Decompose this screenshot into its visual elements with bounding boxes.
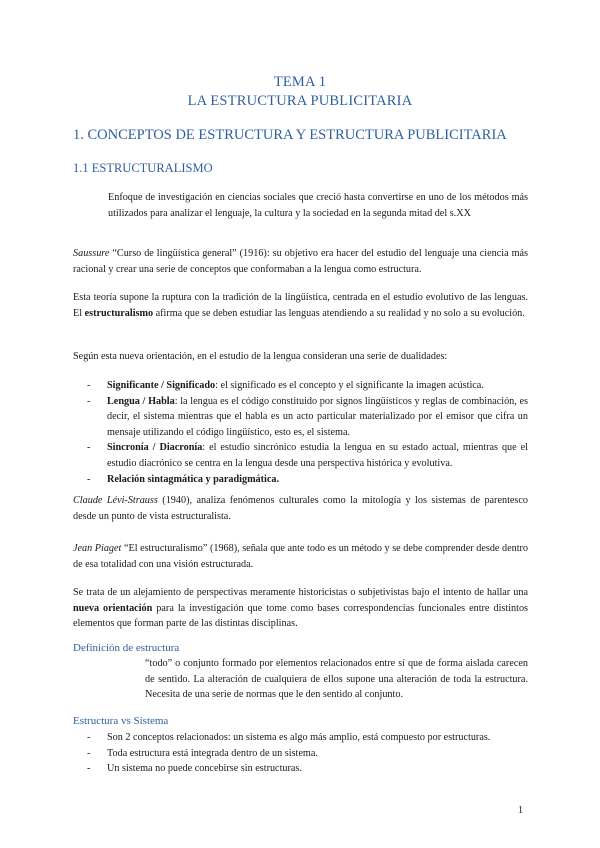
page-number: 1 — [518, 805, 523, 816]
rupture-after: afirma que se deben estudiar las lenguas atendiendo a su realidad y no solo a su evolución. — [153, 307, 525, 319]
duality-term: Lengua / Habla — [107, 395, 175, 407]
departure-after: para la investigación que tome como bases correspondencias funcionales entre distintos elementos que forman parte de las distintas disciplinas. — [73, 602, 529, 630]
departure-paragraph — [73, 585, 528, 632]
duality-term: Relación sintagmática y paradigmática. — [107, 473, 280, 485]
list-item — [87, 472, 528, 488]
departure-before: Se trata de un alejamiento de perspectivas meramente historicistas o subjetivistas bajo el intento de hallar una — [73, 587, 528, 598]
rupture-bold: estructuralismo — [84, 307, 154, 319]
structure-vs-system-heading: Estructura vs Sistema — [73, 715, 169, 727]
list-item — [87, 761, 528, 777]
dash-bullet: - — [87, 763, 91, 775]
intro-paragraph — [108, 190, 528, 221]
list-item-text: Un sistema no puede concebirse sin estructuras. — [107, 763, 302, 775]
list-item-text: Son 2 conceptos relacionados: un sistema es algo más amplio, está compuesto por estructuras. — [107, 732, 491, 743]
saussure-name: Saussure — [73, 248, 110, 259]
list-item — [87, 378, 528, 394]
rupture-before: Esta teoría supone la ruptura con la tradición de la lingüística, centrada en el estudio evolutivo de las lenguas. El — [73, 292, 528, 319]
departure-bold: nueva orientación — [73, 602, 153, 614]
definition-text: “todo” o conjunto formado por elementos relacionados entre sí que de forma aislada carecen de sentido. La alteración de cualquiera de ellos supone una alteración de toda la estructura. Necesita de una serie de normas que le den sentido al conjunto. — [145, 658, 528, 701]
duality-text: : la lengua es el código constituido por signos lingüísticos y reglas de combinación, es decir, el sistema mientras que el habla es un acto particular materializado por el emisor que cifra un mensaje utilizando el código lingüístico, esto es, el sistema. — [107, 395, 528, 438]
duality-text: : el significado es el concepto y el significante la imagen acústica. — [215, 380, 484, 391]
list-item — [87, 730, 528, 746]
levi-strauss-paragraph — [73, 493, 528, 524]
definition-paragraph — [145, 656, 528, 703]
list-item — [87, 394, 528, 441]
list-item — [87, 746, 528, 762]
doc-title-line2: LA ESTRUCTURA PUBLICITARIA — [187, 93, 413, 109]
structure-vs-system-list — [87, 730, 528, 777]
dualities-list — [87, 378, 528, 487]
piaget-name: Jean Piaget — [73, 543, 122, 554]
dash-bullet: - — [87, 732, 91, 743]
piaget-text: “El estructuralismo” (1968), señala que ante todo es un método y se debe comprender desde dentro de esa totalidad con una visión estructurada. — [73, 543, 529, 570]
levi-strauss-text: (1940), analiza fenómenos culturales como la mitología y los sistemas de parentesco desde un punto de vista estructuralista. — [73, 495, 528, 522]
dash-bullet: - — [87, 747, 91, 759]
dualities-intro — [73, 349, 528, 365]
section-heading: 1. CONCEPTOS DE ESTRUCTURA Y ESTRUCTURA PUBLICITARIA — [73, 127, 507, 143]
list-item-text: Toda estructura está integrada dentro de un sistema. — [107, 747, 318, 759]
dash-bullet: - — [87, 380, 91, 391]
levi-strauss-name: Claude Lévi-Strauss — [73, 495, 158, 506]
intro-text: Enfoque de investigación en ciencias sociales que creció hasta convertirse en uno de los métodos más utilizados para analizar el lenguaje, la cultura y la sociedad en la segunda mitad del s.XX — [108, 192, 528, 219]
duality-term: Significante / Significado — [107, 380, 216, 391]
duality-term: Sincronía / Diacronía — [107, 442, 203, 454]
duality-text: : el estudio sincrónico estudia la lengua en su estado actual, mientras que el estudio diacrónico se centra en la lengua desde una perspectiva histórica y evolutiva. — [107, 442, 528, 469]
dualities-intro-text: Según esta nueva orientación, en el estudio de la lengua consideran una serie de dualidades: — [73, 351, 448, 362]
rupture-paragraph — [73, 290, 528, 321]
dash-bullet: - — [87, 473, 91, 485]
piaget-paragraph — [73, 541, 528, 572]
dash-bullet: - — [87, 442, 91, 454]
dash-bullet: - — [87, 395, 91, 407]
list-item — [87, 440, 528, 471]
subsection-heading: 1.1 ESTRUCTURALISMO — [73, 161, 213, 175]
definition-heading: Definición de estructura — [73, 642, 180, 654]
saussure-text: “Curso de lingüística general” (1916): su objetivo era hacer del estudio del lenguaje una ciencia más racional y crear una serie de conceptos que conformaban a la lengua como estructura. — [73, 248, 528, 275]
saussure-paragraph — [73, 246, 528, 277]
doc-title-line1: TEMA 1 — [273, 74, 327, 90]
